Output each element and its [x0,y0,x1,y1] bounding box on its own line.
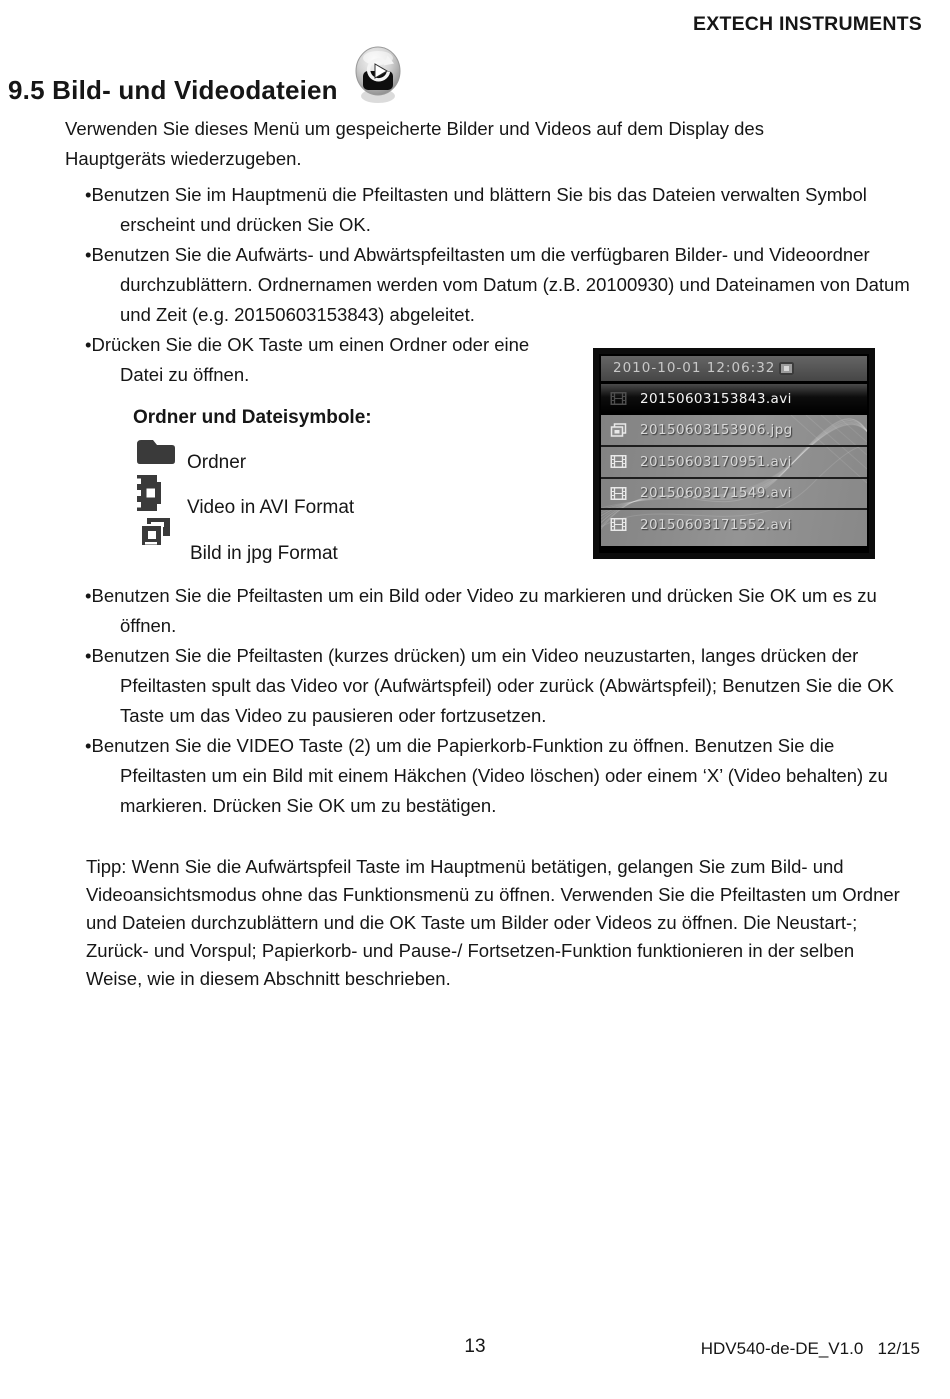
sd-card-icon [779,362,794,375]
file-row [601,415,867,445]
file-name: 20150603153843.avi [640,390,792,407]
symbols-heading: Ordner und Dateisymbole: [133,407,372,428]
file-name: 20150603170951.avi [640,453,792,470]
bullet-text: Benutzen Sie die Aufwärts- und Abwärtspfeiltasten um die verfügbaren Bilder- und Videoordner durchzublättern. Ordnernamen werden vom Datum (z.B. 20100930) und Dateinamen von Datum und Zeit (e.g. 20150603153843) abgeleitet. [91,244,910,325]
image-icon [610,423,627,437]
page-number: 13 [464,1336,486,1357]
file-row [601,477,867,509]
bullet-item [85,731,910,821]
file-name: 20150603153906.jpg [640,422,793,438]
bullet-marker: • [85,334,92,355]
bullet-marker: • [85,645,92,666]
film-icon [134,475,164,516]
section-title: 9.5 Bild- und Videodateien [8,75,338,105]
bullet-item [85,330,572,390]
screen-datetime: 2010-10-01 12:06:32 [613,360,776,376]
bullet-item [85,180,910,240]
bullet-text: Benutzen Sie die Pfeiltasten um ein Bild oder Video zu markieren und drücken Sie OK um es zu öffnen. [91,585,877,636]
bullet-text: Benutzen Sie die VIDEO Taste (2) um die Papierkorb-Funktion zu öffnen. Benutzen Sie die Pfeiltasten um ein Bild mit einem Häkchen (Video löschen) oder einem ‘X’ (Video behalten) zu markieren. Drücken Sie OK um zu bestätigen. [91,735,888,816]
document-reference: HDV540-de-DE_V1.0 12/15 [700,1339,920,1358]
intro-paragraph: Verwenden Sie dieses Menü um gespeicherte Bilder und Videos auf dem Display des Hauptgeräts wiederzugeben. [65,118,764,169]
file-row [601,508,867,540]
film-icon [610,487,627,500]
bullet-text: Benutzen Sie die Pfeiltasten (kurzes drücken) um ein Video neuzustarten, langes drücken der Pfeiltasten spult das Video vor (Aufwärtspfeil) oder zurück (Abwärtspfeil); Benutzen Sie die OK Taste um das Video zu pausieren oder fortzusetzen. [91,645,894,726]
film-icon [610,455,627,468]
bullet-marker: • [85,735,92,756]
bullet-text: Benutzen Sie im Hauptmenü die Pfeiltasten und blättern Sie bis das Dateien verwalten Symbol erscheint und drücken Sie OK. [91,184,867,235]
bullet-marker: • [85,184,92,205]
file-name: 20150603171549.avi [640,485,792,502]
symbol-label: Bild in jpg Format [190,543,338,564]
brand-header: EXTECH INSTRUMENTS [693,13,922,35]
screen-status-bar [601,356,867,381]
film-icon [610,392,627,405]
bullet-item [85,581,910,641]
folder-icon [136,437,176,470]
bullet-marker: • [85,244,92,265]
film-icon [610,518,627,531]
media-playback-icon [354,44,402,104]
symbol-label: Ordner [187,452,247,473]
file-row [601,445,867,477]
bullet-text: Drücken Sie die OK Taste um einen Ordner oder eine Datei zu öffnen. [91,334,530,385]
tip-paragraph: Tipp: Wenn Sie die Aufwärtspfeil Taste im Hauptmenü betätigen, gelangen Sie zum Bild- und Videoansichtsmodus ohne das Funktionsmenü zu öffnen. Verwenden Sie die Pfeiltasten um Ordner und Dateien durchzublättern und die OK Taste um Bilder oder Videos zu öffnen. Die Neustart-; Zurück- und Vorspul; Papierkorb- und Pause-/ Fortsetzen-Funktion funktionieren in der selben Weise, wie in diesem Abschnitt beschrieben. [86,856,900,989]
bullet-marker: • [85,585,92,606]
bullet-item [85,240,910,330]
device-screen [593,348,875,559]
file-row-selected [601,384,867,413]
symbol-label: Video in AVI Format [187,497,355,518]
bullet-item [85,641,910,731]
screen-file-list [601,415,867,546]
image-icon [139,518,173,555]
file-name: 20150603171552.avi [640,516,792,533]
